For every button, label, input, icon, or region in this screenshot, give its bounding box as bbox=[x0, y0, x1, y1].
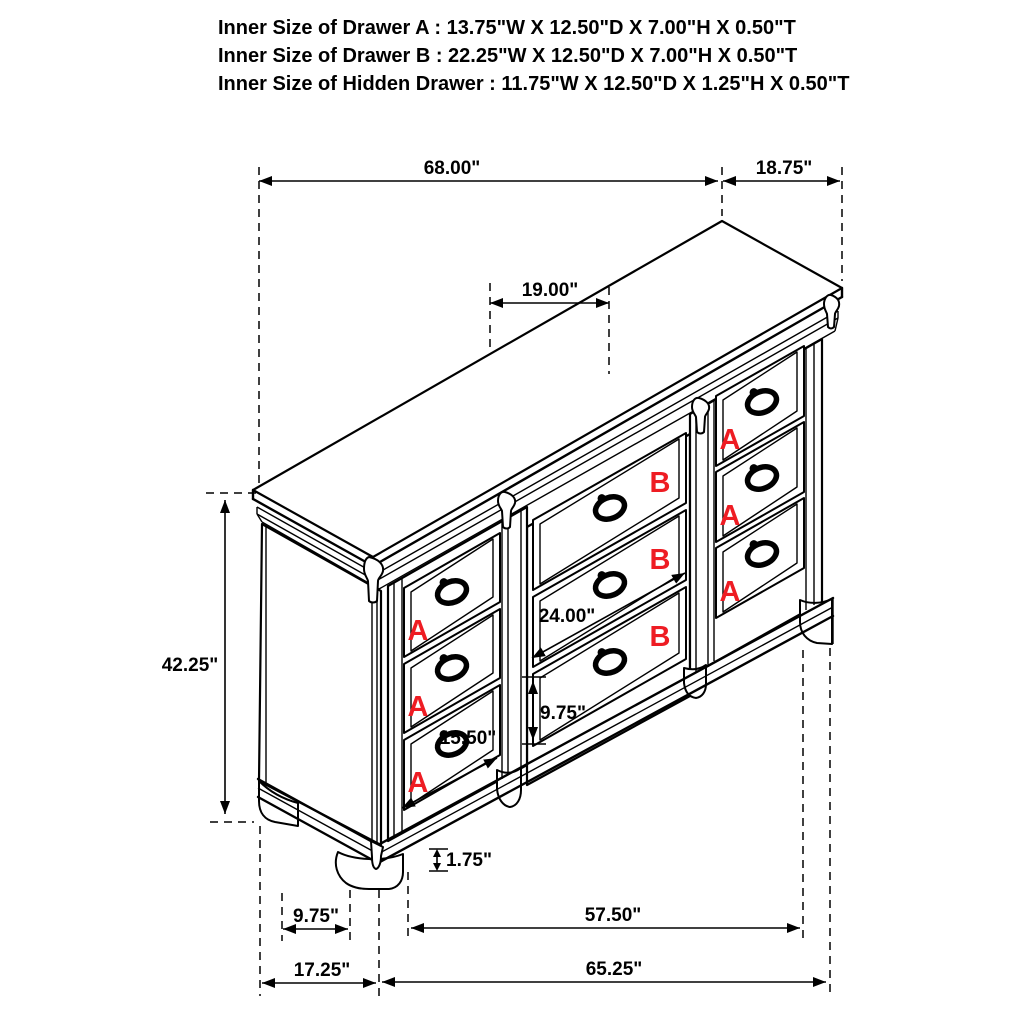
drawer-a-label: A bbox=[719, 576, 741, 608]
dim-label-65-25: 65.25" bbox=[585, 959, 643, 980]
dresser-body bbox=[253, 221, 842, 889]
dim-label-9-75-drawer: 9.75" bbox=[540, 703, 586, 724]
dim-label-19: 19.00" bbox=[521, 280, 579, 301]
drawer-b-inner-size-text: Inner Size of Drawer B : 22.25"W X 12.50"D X 7.00"H X 0.50"T bbox=[218, 45, 798, 67]
dim-base-front-width bbox=[382, 959, 826, 982]
arrow-down bbox=[433, 863, 441, 871]
dim-feet-span bbox=[411, 905, 800, 928]
drawer-a-label: A bbox=[719, 424, 741, 456]
dim-top-back-width bbox=[259, 158, 718, 181]
drawer-b-label: B bbox=[649, 544, 671, 576]
hidden-drawer-inner-size-text: Inner Size of Hidden Drawer : 11.75"W X 12.50"D X 1.25"H X 0.50"T bbox=[218, 73, 850, 95]
drawer-a-label: A bbox=[407, 691, 429, 723]
drawer-a-label: A bbox=[719, 500, 741, 532]
dim-label-1-75: 1.75" bbox=[446, 850, 492, 871]
dim-label-9-75-bottom: 9.75" bbox=[293, 906, 339, 927]
dim-label-42-25: 42.25" bbox=[161, 655, 219, 676]
drawer-a-inner-size-text: Inner Size of Drawer A : 13.75"W X 12.50"D X 7.00"H X 0.50"T bbox=[218, 17, 796, 39]
drawer-b-label: B bbox=[649, 621, 671, 653]
dim-overall-height bbox=[162, 493, 256, 822]
dim-left-end-floor-depth bbox=[262, 960, 376, 983]
dim-label-18-75: 18.75" bbox=[755, 158, 813, 179]
dim-label-17-25: 17.25" bbox=[293, 960, 351, 981]
dim-label-57-50: 57.50" bbox=[584, 905, 642, 926]
arrow-up bbox=[433, 849, 441, 857]
drawer-a-label: A bbox=[407, 615, 429, 647]
drawer-a-label: A bbox=[407, 767, 429, 799]
dim-label-68: 68.00" bbox=[423, 158, 481, 179]
drawer-b-label: B bbox=[649, 467, 671, 499]
dim-foot-clearance bbox=[429, 849, 492, 871]
dim-label-15-50: 15.50" bbox=[439, 728, 497, 749]
dim-left-foot-inset bbox=[283, 906, 348, 929]
dim-top-depth bbox=[723, 158, 840, 181]
front-right-foot bbox=[800, 599, 832, 644]
dim-label-24: 24.00" bbox=[538, 606, 596, 627]
